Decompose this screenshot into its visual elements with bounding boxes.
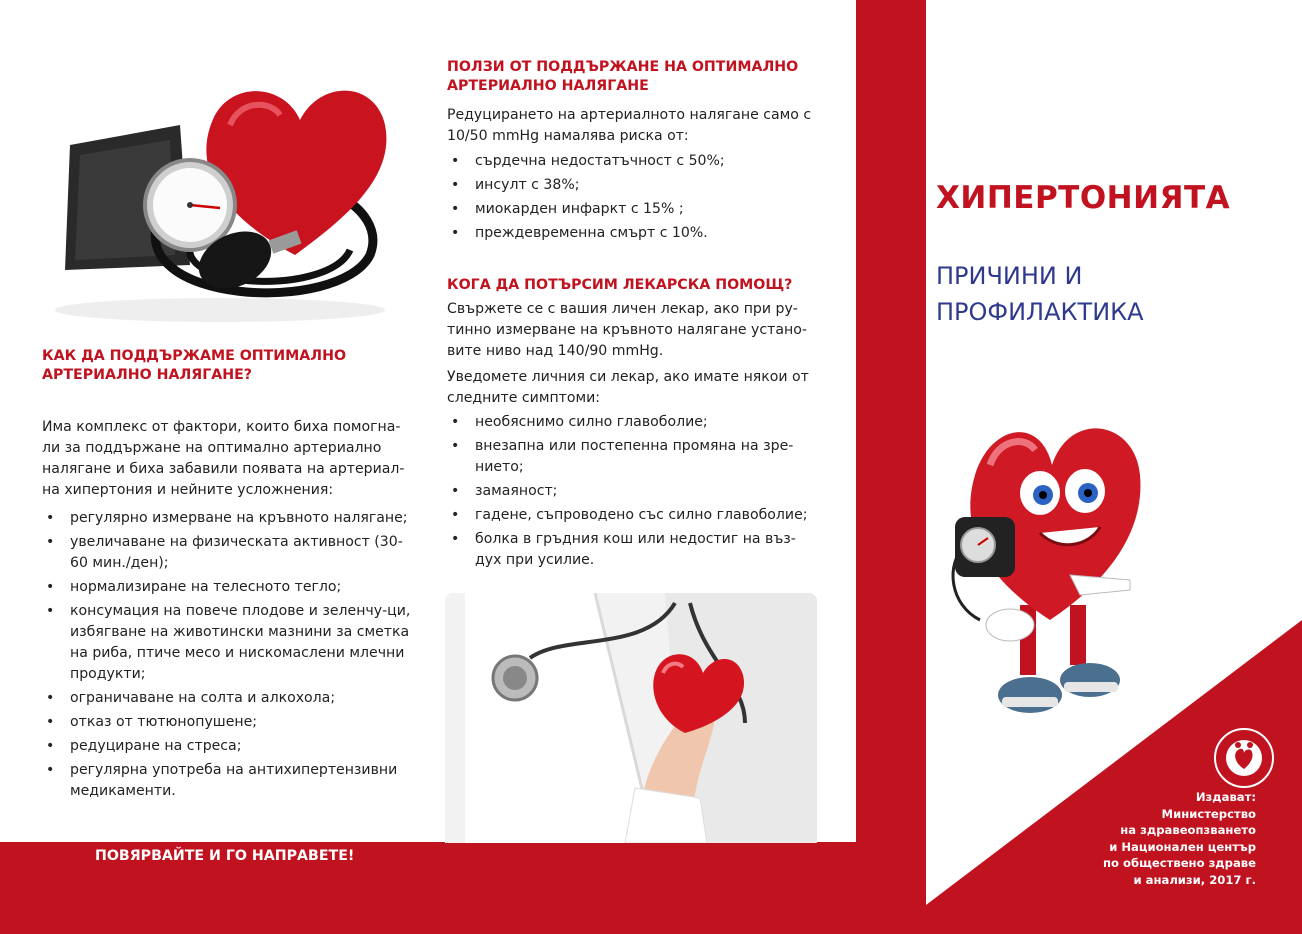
publisher-logo-icon — [1213, 727, 1275, 789]
list-item: • инсулт с 38%; — [447, 175, 822, 196]
list-item: • сърдечна недостатъчност с 50%; — [447, 151, 822, 172]
list-item: • гадене, съпроводено със силно главоболие; — [447, 505, 822, 526]
doctor-heart-image — [445, 593, 817, 843]
list-item: • нормализиране на телесното тегло; — [42, 577, 417, 598]
publisher-line: Министерство — [1161, 806, 1256, 821]
list-item: • внезапна или постепенна промяна на зре-нието; — [447, 436, 822, 478]
call-to-action: ПОВЯРВАЙТЕ И ГО НАПРАВЕТЕ! — [95, 848, 355, 864]
publisher-info — [1056, 789, 1256, 888]
cover-title: ХИПЕРТОНИЯТА — [936, 180, 1231, 216]
publisher-line: на здравеопзването — [1120, 823, 1256, 837]
list-item: • консумация на повече плодове и зеленчу-ци, избягване на животински мазнини за сметка на риба, птиче месо и нискомаслени млечни продукти; — [42, 601, 417, 685]
benefits-heading: ПОЛЗИ ОТ ПОДДЪРЖАНЕ НА ОПТИМАЛНО АРТЕРИАЛНО НАЛЯГАНЕ — [447, 59, 799, 94]
publisher-line: по обществено здраве — [1103, 856, 1256, 870]
help-bullet-list — [447, 412, 822, 574]
benefits-bullet-list — [447, 151, 822, 247]
cover-subtitle: ПРИЧИНИ И ПРОФИЛАКТИКА — [936, 262, 1144, 326]
publisher-line: и анализи, 2017 г. — [1133, 872, 1256, 887]
list-item: • ограничаване на солта и алкохола; — [42, 688, 417, 709]
help-heading: КОГА ДА ПОТЪРСИМ ЛЕКАРСКА ПОМОЩ? — [447, 277, 793, 293]
blood-pressure-heart-image — [40, 55, 400, 325]
list-item: • редуциране на стреса; — [42, 736, 417, 757]
list-item: • необяснимо силно главоболие; — [447, 412, 822, 433]
publisher-line: и Национален център — [1109, 839, 1256, 854]
list-item: • отказ от тютюнопушене; — [42, 712, 417, 733]
red-vertical-band — [856, 0, 926, 934]
list-item: • регулярно измерване на кръвното налягане; — [42, 508, 417, 529]
help-intro-2: Уведомете личния си лекар, ако имате някои от следните симптоми: — [447, 369, 809, 406]
publisher-line: Издават: — [1195, 790, 1256, 804]
left-intro: Има комплекс от фактори, които биха помогна-ли за поддържане на оптимално артериално налягане и биха забавили появата на артериал-на хипертония и нейните усложнения: — [42, 419, 405, 498]
list-item: • болка в гръдния кош или недостиг на въз-дух при усилие. — [447, 529, 822, 571]
help-intro-1: Свържете се с вашия личен лекар, ако при ру-тинно измерване на кръвното налягане устано-вите ниво над 140/90 mmHg. — [447, 301, 807, 359]
left-bullet-list — [42, 508, 417, 805]
left-heading: КАК ДА ПОДДЪРЖАМЕ ОПТИМАЛНО АРТЕРИАЛНО НАЛЯГАНЕ? — [42, 348, 346, 383]
list-item: • замаяност; — [447, 481, 822, 502]
cartoon-heart-image — [940, 405, 1160, 725]
list-item: • регулярна употреба на антихипертензивни медикаменти. — [42, 760, 417, 802]
benefits-intro: Редуцирането на артериалното налягане само с 10/50 mmHg намалява риска от: — [447, 107, 812, 144]
list-item: • увеличаване на физическата активност (30-60 мин./ден); — [42, 532, 417, 574]
list-item: • миокарден инфаркт с 15% ; — [447, 199, 822, 220]
list-item: • преждевременна смърт с 10%. — [447, 223, 822, 244]
